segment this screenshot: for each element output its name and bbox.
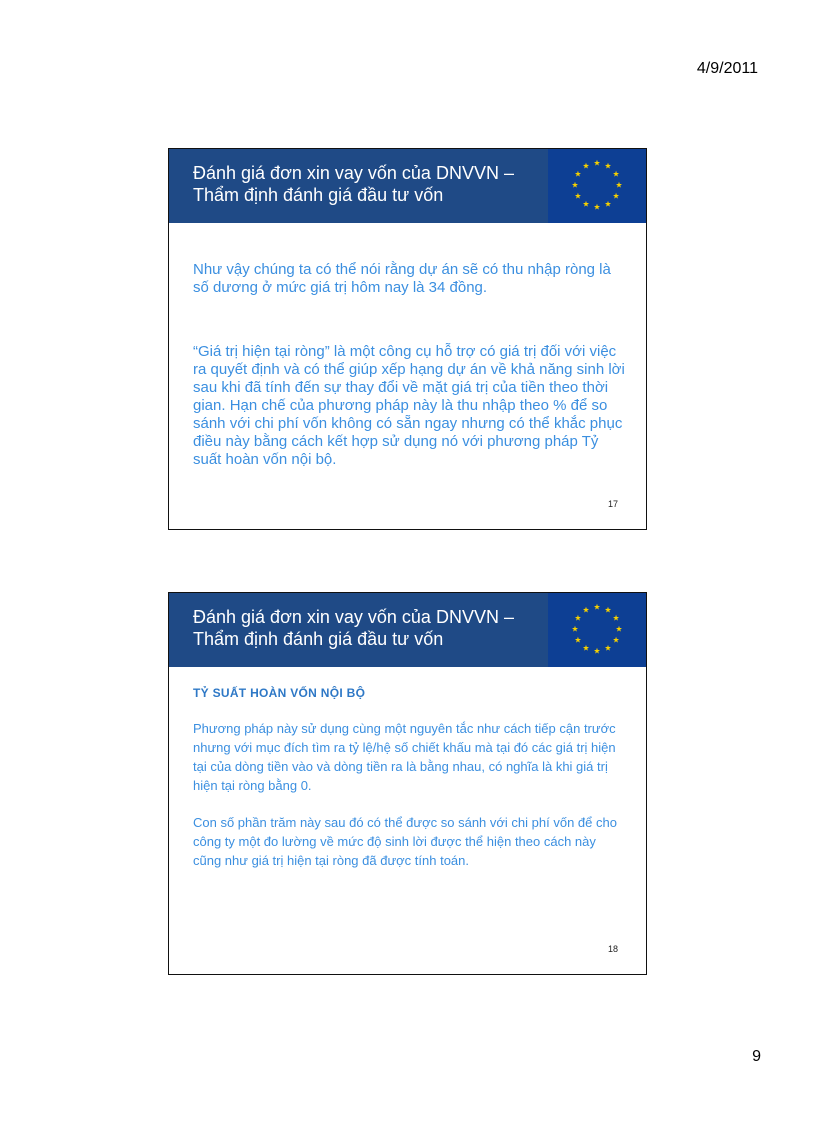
slide-paragraph-1: Như vậy chúng ta có thể nói rằng dự án sẽ có thu nhập ròng là số dương ở mức giá trị hôm nay là 34 đồng. [193,261,611,296]
slide-title-line-2: Thẩm định đánh giá đầu tư vốn [193,629,444,649]
star-icon [575,171,581,177]
eu-flag-icon [548,593,646,667]
page-number: 9 [752,1048,761,1065]
slide-paragraph-2: “Giá trị hiện tại ròng” là một công cụ hỗ trợ có giá trị đối với việc ra quyết định và có thể giúp xếp hạng dự án về khả năng sinh lời sau khi đã tính đến sự thay đổi về mặt giá trị của tiền theo thời gian. Hạn chế của phương pháp này là thu nhập theo % để so sánh với chi phí vốn không có sẵn ngay nhưng có thể khắc phục điều này bằng cách kết hợp sử dụng nó với phương pháp Tỷ suất hoàn vốn nội bộ. [193,343,625,468]
star-icon [594,204,600,210]
slide-17 [168,148,647,530]
star-icon [575,637,581,643]
star-icon [605,607,611,613]
star-icon [594,604,600,610]
star-icon [575,615,581,621]
star-icon [594,160,600,166]
star-icon [594,648,600,654]
slide-title-line-1: Đánh giá đơn xin vay vốn của DNVVN – [193,607,514,627]
slide-number: 17 [607,499,618,509]
star-icon [583,163,589,169]
slide-body [193,261,626,469]
star-icon [613,193,619,199]
star-icon [572,182,578,188]
slide-18 [168,592,647,975]
slide-title-line-1: Đánh giá đơn xin vay vốn của DNVVN – [193,163,514,183]
eu-flag-icon [548,149,646,223]
slide-title [169,149,548,223]
star-icon [613,637,619,643]
section-heading: TỶ SUẤT HOÀN VỐN NỘI BỘ [193,686,366,700]
star-icon [572,626,578,632]
star-icon [613,171,619,177]
slide-body [193,685,626,870]
star-icon [583,645,589,651]
slide-header [169,593,646,667]
page-date: 4/9/2011 [696,60,758,77]
slide-title [169,593,548,667]
star-icon [613,615,619,621]
star-icon [583,607,589,613]
slide-header [169,149,646,223]
slide-number: 18 [607,944,618,954]
star-icon [583,201,589,207]
star-icon [605,163,611,169]
slide-title-line-2: Thẩm định đánh giá đầu tư vốn [193,185,444,205]
star-icon [575,193,581,199]
slide-paragraph-1: Phương pháp này sử dụng cùng một nguyên tắc như cách tiếp cận trước nhưng với mục đích tìm ra tỷ lệ/hệ số chiết khấu mà tại đó các giá trị hiện tại của dòng tiền vào và dòng tiền ra là bằng nhau, có nghĩa là khi giá trị hiện tại ròng bằng 0. [193,721,616,793]
star-icon [616,182,622,188]
star-icon [605,645,611,651]
slide-paragraph-2: Con số phần trăm này sau đó có thể được so sánh với chi phí vốn để cho công ty một đo lường về mức độ sinh lời được thể hiện theo cách này cũng như giá trị hiện tại ròng đã được tính toán. [193,815,617,868]
star-icon [616,626,622,632]
star-icon [605,201,611,207]
